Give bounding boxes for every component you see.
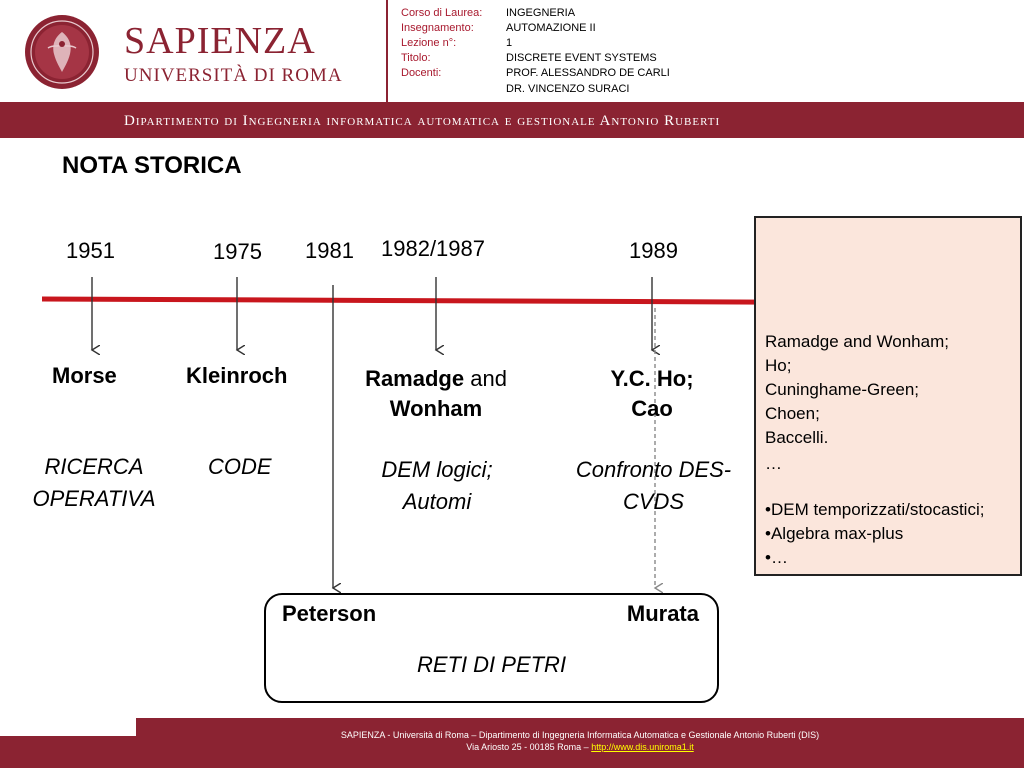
footer xyxy=(136,718,1024,768)
side-line: Ho; xyxy=(765,356,792,375)
department-name: Dipartimento di Ingegneria informatica automatica e gestionale Antonio Ruberti xyxy=(124,113,721,129)
topic-logical-des xyxy=(352,454,522,518)
info-value: AUTOMAZIONE II xyxy=(506,22,596,34)
year-1975: 1975 xyxy=(213,239,262,264)
info-value: DR. VINCENZO SURACI xyxy=(506,83,630,95)
footer-left-bar xyxy=(0,736,136,768)
info-label: Docenti: xyxy=(401,67,442,79)
author-peterson: Peterson xyxy=(282,601,377,626)
footer-website-link[interactable]: http://www.dis.uniroma1.it xyxy=(591,742,694,752)
topic-petri-nets: RETI DI PETRI xyxy=(416,652,567,677)
topic-line: RICERCA xyxy=(44,454,144,479)
side-line: •Algebra max-plus xyxy=(765,524,904,543)
info-value: DISCRETE EVENT SYSTEMS xyxy=(506,52,657,64)
topic-line: OPERATIVA xyxy=(32,486,156,511)
topic-line: Confronto DES- xyxy=(575,457,732,482)
author-morse: Morse xyxy=(52,363,117,388)
side-line: •… xyxy=(765,548,788,567)
author-ramadge-wonham xyxy=(351,364,521,424)
side-line: … xyxy=(765,454,782,473)
author-ho: Y.C. Ho; xyxy=(610,366,694,391)
topic-line: DEM logici; xyxy=(381,457,493,482)
author-kleinroch: Kleinroch xyxy=(186,363,288,388)
topic-line: Automi xyxy=(402,489,472,514)
author-ramadge: Ramadge xyxy=(365,366,465,391)
page-title: NOTA STORICA xyxy=(62,152,242,179)
year-1981: 1981 xyxy=(305,238,354,263)
year-1951: 1951 xyxy=(66,238,115,263)
author-murata: Murata xyxy=(626,601,699,626)
side-line: Ramadge and Wonham; xyxy=(765,332,949,351)
info-label: Corso di Laurea: xyxy=(401,7,483,19)
year-1989: 1989 xyxy=(629,238,678,263)
info-label: Insegnamento: xyxy=(401,22,474,34)
side-line: Baccelli. xyxy=(765,428,829,447)
footer-corner xyxy=(0,718,136,736)
brand-subtitle: UNIVERSITÀ DI ROMA xyxy=(124,65,343,86)
topic-line: CVDS xyxy=(622,489,685,514)
info-value: PROF. ALESSANDRO DE CARLI xyxy=(506,67,670,79)
petri-nets-box xyxy=(264,593,719,703)
side-line: Choen; xyxy=(765,404,820,423)
topic-operations-research xyxy=(10,451,178,515)
side-line: Cuninghame-Green; xyxy=(765,380,920,399)
references-box xyxy=(754,216,1022,576)
brand-name: SAPIENZA xyxy=(124,20,316,62)
year-1982-1987: 1982/1987 xyxy=(381,236,485,261)
topic-queues: CODE xyxy=(208,454,272,479)
info-label: Lezione n°: xyxy=(401,37,457,49)
footer-address xyxy=(136,742,1024,752)
footer-affiliation: SAPIENZA - Università di Roma – Dipartimento di Ingegneria Informatica Automatica e Gestionale Antonio Ruberti (DIS) xyxy=(340,730,820,740)
author-cao: Cao xyxy=(631,396,673,421)
author-ho-cao xyxy=(582,364,722,424)
info-label: Titolo: xyxy=(401,52,431,64)
author-and: and xyxy=(464,366,507,391)
footer-address-text: Via Ariosto 25 - 00185 Roma – xyxy=(466,742,592,752)
info-value: INGEGNERIA xyxy=(506,7,576,19)
side-line: •DEM temporizzati/stocastici; xyxy=(765,500,985,519)
topic-des-cvds xyxy=(556,454,751,518)
info-value: 1 xyxy=(506,37,513,49)
author-wonham: Wonham xyxy=(389,396,483,421)
